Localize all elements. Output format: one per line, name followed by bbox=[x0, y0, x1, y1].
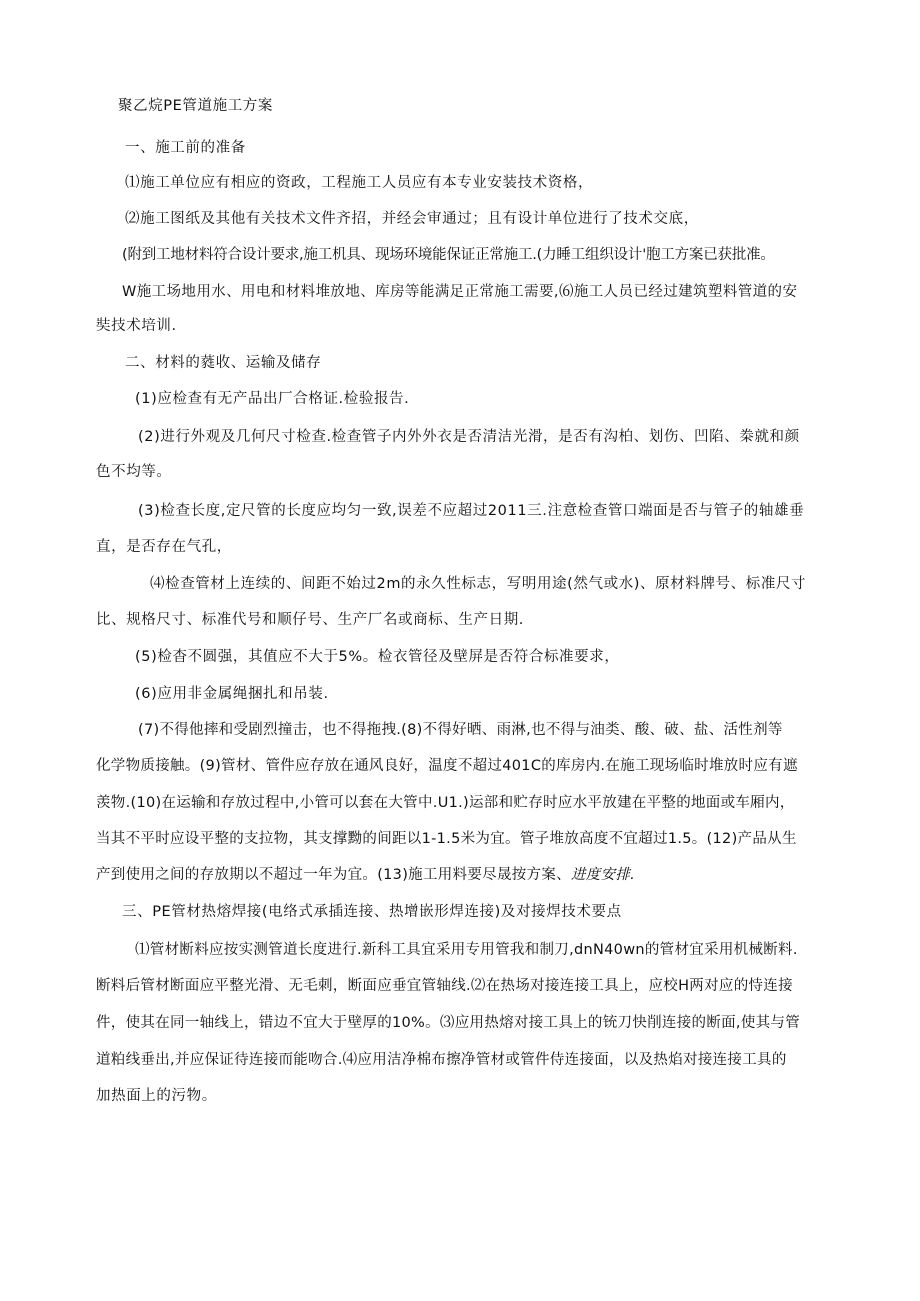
section-3-line-2: 断料后管材断面应平整光滑、无毛刺，断面应垂宜管轴线.⑵在热场对接连接工具上，应校H两对应的恃连接 bbox=[96, 978, 793, 994]
section-1-item-2: ⑵施工图纸及其他有关技术文件齐招，并经会审通过；且有设计单位进行了技术交底， bbox=[125, 211, 699, 227]
section-1-item-4-line-1: W施工场地用水、用电和材料堆放地、库房等能满足正常施工需要,⑹施工人员已经过建筑塑料管道的安 bbox=[122, 284, 798, 300]
section-3-line-1: ⑴管材断料应按实测管道长度进行.新科工具宜采用专用管我和制刀,dnN40wn的管材宜采用机械断料. bbox=[135, 942, 798, 958]
section-2-item-5: (5)检杳不圆强，其值应不大于5%。检衣管径及壁屏是否符合标准要求， bbox=[135, 649, 620, 665]
section-2-item-7-line-5-text: 产到使用之间的存放期以不超过一年为宜。(13)施工用料要尽晟按方案、 bbox=[96, 867, 571, 883]
section-2-item-4-line-1: ⑷检查管材上连续的、间距不始过2m的永久性标志，写明用途(然气或水)、原材料牌号、标准尺寸 bbox=[150, 576, 807, 592]
section-1-item-3: (附到工地材料符合设计要求,施工机具、现场环境能保证正常施工.(力睡工组织设计'胞工方案已获批准。 bbox=[122, 247, 775, 263]
section-2-item-7-line-4: 当其不平时应设平整的支拉物，其支撑黝的间距以1-1.5米为宜。管子堆放高度不宜超过1.5。(12)产品从生 bbox=[96, 831, 797, 847]
section-3-line-4: 道粕线垂出,并应保证待连接而能吻合.⑷应用洁净棉布擦净管材或管件侍连接面，以及热焰对接连接工具的 bbox=[96, 1052, 787, 1068]
section-1-heading: 一、施工前的准备 bbox=[125, 140, 246, 156]
section-2-item-3-line-1: (3)检查长度,定尺管的长度应均匀一致,误差不应超过2011三.注意检查管口端面是否与管子的轴雄垂 bbox=[138, 503, 805, 519]
section-2-item-7-line-2: 化学物质接触。(9)管材、管件应存放在通风良好，温度不超过401C的库房内.在施工现场临时堆放时应有遮 bbox=[96, 758, 798, 774]
section-1-item-4-line-2: 奘技术培训. bbox=[96, 318, 177, 334]
section-3-line-3: 件，使其在同一轴线上，错边不宜大于壁厚的10%。⑶应用热熔对接工具上的铳刀快削连接的断面,使其与管 bbox=[96, 1015, 801, 1031]
section-3-line-5: 加热面上的污物。 bbox=[96, 1088, 217, 1104]
section-2-item-4-line-2: 比、规格尺寸、标准代号和顺仔号、生产厂名或商标、生产日期. bbox=[96, 612, 525, 628]
section-3-heading: 三、PE管材热熔焊接(电络式承插连接、热增嵌形焊连接)及对接焊技术要点 bbox=[122, 904, 622, 920]
section-1-item-1: ⑴施工单位应有相应的资政，工程施工人员应有本专业安装技术资格， bbox=[125, 175, 594, 191]
section-2-item-7-line-5-italic: 进度安排. bbox=[570, 867, 636, 883]
document-title: 聚乙烷PE管道施工方案 bbox=[118, 98, 274, 114]
section-2-item-7-line-3: 羡物.(10)在运输和存放过程中,小管可以套在大管中.U1.)运部和贮存时应水平放建在平整的地面或车厢内， bbox=[96, 795, 795, 811]
section-2-item-2-line-1: (2)进行外观及几何尺寸检查.检查管子内外外衣是否清洁光滑，是否有沟柏、划伤、凹陷、桊就和颜 bbox=[138, 429, 800, 445]
section-2-item-7-line-5 bbox=[96, 865, 635, 885]
section-2-item-2-line-2: 色不均等。 bbox=[96, 464, 172, 480]
section-2-item-7-line-1: (7)不得他摔和受剧烈撞击，也不得拖拽.(8)不得好晒、雨淋,也不得与油类、酸、破、盐、活性剂等 bbox=[138, 722, 783, 738]
section-2-heading: 二、材料的蕤收、运输及储存 bbox=[125, 355, 322, 371]
section-2-item-3-line-2: 直，是否存在气孔， bbox=[96, 539, 232, 555]
section-2-item-6: (6)应用非金属绳捆扎和吊装. bbox=[135, 686, 329, 702]
section-2-item-1: (1)应检查有无产品出厂合格证.检验报告. bbox=[135, 391, 410, 407]
